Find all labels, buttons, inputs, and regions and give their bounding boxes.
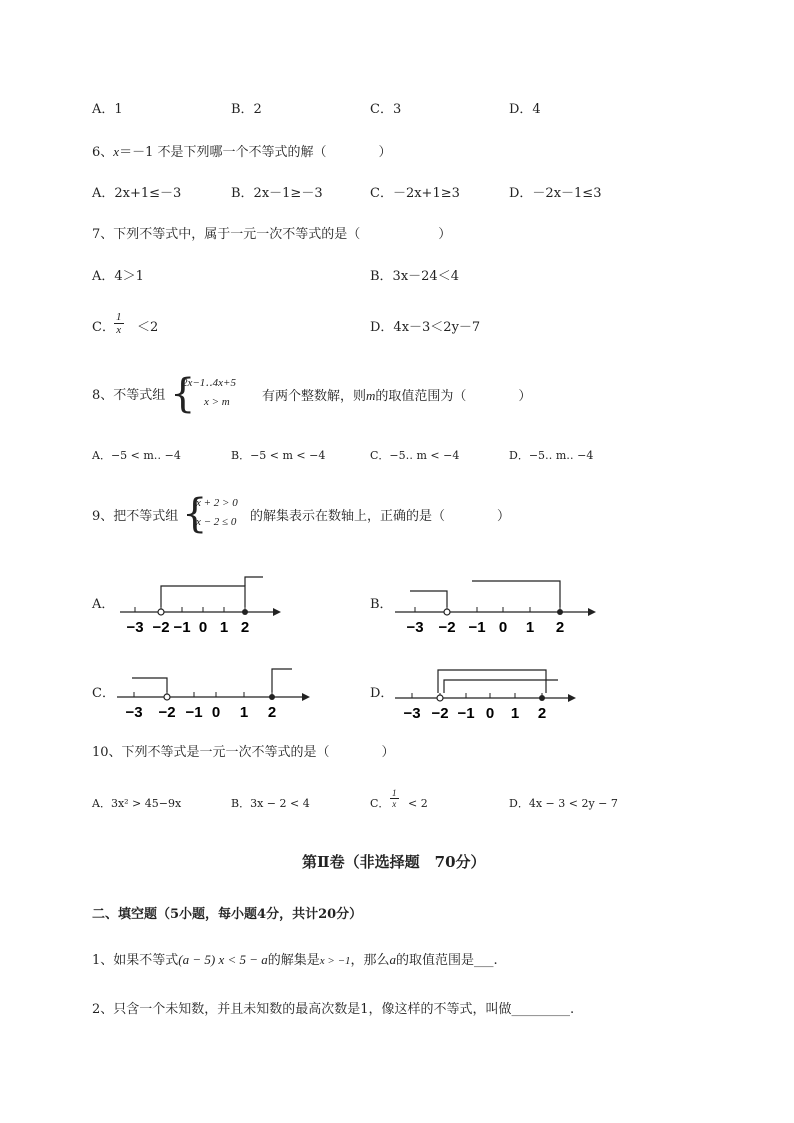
q9-stem-pre: 9、把不等式组 xyxy=(92,509,179,524)
tick-marks xyxy=(415,607,560,612)
outer-bracket xyxy=(438,670,546,693)
tick-label: 0 xyxy=(498,619,508,636)
q10-option-c-rest: < 2 xyxy=(408,797,428,810)
open-dot-icon xyxy=(437,695,443,701)
tick-label: 1 xyxy=(510,705,520,722)
q6-option-b: B．2x－1≥－3 xyxy=(231,186,323,201)
left-bracket xyxy=(410,591,447,607)
q10-option-b: B．3x − 2 < 4 xyxy=(231,797,310,810)
section-heading: 二、填空题（5小题，每小题4分，共计20分） xyxy=(92,907,363,922)
fraction-denominator: x xyxy=(116,324,122,336)
tick-label: 2 xyxy=(267,704,277,721)
q9-system-line2: x − 2 ≤ 0 xyxy=(196,516,237,528)
q8-option-b: B．−5 < m < −4 xyxy=(231,449,326,462)
q7-option-c-rest: ＜2 xyxy=(137,320,159,335)
tick-label: 1 xyxy=(525,619,535,636)
q6-option-d: D．－2x－1≤3 xyxy=(509,186,602,201)
tick-label: 1 xyxy=(219,619,229,636)
number-line-b xyxy=(390,570,600,636)
q8-system xyxy=(182,374,236,412)
number-line-c xyxy=(112,660,317,726)
q7-option-a: A．4＞1 xyxy=(92,269,144,284)
q8-option-a: A．−5 < m‥ −4 xyxy=(92,449,181,462)
closed-dot-icon xyxy=(557,609,563,615)
q5-option-d: D．4 xyxy=(509,102,541,117)
right-bracket xyxy=(272,669,292,692)
tick-label: −3 xyxy=(126,619,144,636)
q8-stem-post: 有两个整数解，则m的取值范围为（ ） xyxy=(262,388,532,404)
open-dot-icon xyxy=(164,694,170,700)
q5-option-b: B．2 xyxy=(231,102,262,117)
q9-stem-post: 的解集表示在数轴上，正确的是（ ） xyxy=(250,509,511,524)
tick-label: −2 xyxy=(158,704,176,721)
tick-label: 2 xyxy=(537,705,547,722)
q6-option-a: A．2x+1≤－3 xyxy=(92,186,182,201)
q10-option-d: D．4x − 3 < 2y − 7 xyxy=(509,797,618,810)
tick-label: 2 xyxy=(240,619,250,636)
tick-label: −3 xyxy=(403,705,421,722)
solution-bracket xyxy=(161,586,245,607)
tick-label: 0 xyxy=(211,704,221,721)
q9-option-a-label: A． xyxy=(92,597,115,612)
q7-option-c-label: C． xyxy=(92,320,115,335)
q5-option-a: A．1 xyxy=(92,102,123,117)
left-brace-icon: { xyxy=(170,371,196,417)
left-bracket xyxy=(132,678,167,692)
q8-option-d: D．−5‥ m‥ −4 xyxy=(509,449,594,462)
axis-arrow-icon xyxy=(273,608,281,616)
q10-stem: 10、下列不等式是一元一次不等式的是（ ） xyxy=(92,745,395,760)
q8-system-line2: x > m xyxy=(204,396,230,408)
axis-arrow-icon xyxy=(302,693,310,701)
q10-option-c-label: C． xyxy=(370,797,390,810)
tick-label: 0 xyxy=(198,619,208,636)
closed-dot-icon xyxy=(242,609,248,615)
q8-option-c: C．−5‥ m < −4 xyxy=(370,449,460,462)
open-dot-icon xyxy=(444,609,450,615)
tick-label: −2 xyxy=(152,619,170,636)
tick-label: −1 xyxy=(468,619,486,636)
number-line-a xyxy=(115,570,285,636)
tick-label: 1 xyxy=(239,704,249,721)
part-ii-title: 第Ⅱ卷（非选择题 70分） xyxy=(302,853,486,871)
q9-option-d-label: D． xyxy=(370,686,394,701)
q9-system xyxy=(196,494,238,532)
tick-label: −2 xyxy=(438,619,456,636)
fraction-denominator: x xyxy=(392,799,397,809)
tick-label: 0 xyxy=(485,705,495,722)
number-line-d xyxy=(390,660,590,726)
axis-arrow-icon xyxy=(568,694,576,702)
right-bracket xyxy=(472,581,560,607)
tick-label: −3 xyxy=(406,619,424,636)
tick-label: 2 xyxy=(555,619,565,636)
tick-label: −1 xyxy=(185,704,203,721)
q9-option-b-label: B． xyxy=(370,597,393,612)
extra-bracket xyxy=(245,577,263,586)
q9-option-c-label: C． xyxy=(92,686,115,701)
q9-system-line1: x + 2 > 0 xyxy=(196,497,238,509)
fill-question-1: 1、如果不等式(a − 5) x < 5 − a的解集是x > −1，那么a的取值范围是___. xyxy=(92,952,498,968)
tick-marks xyxy=(412,693,542,698)
q6-stem: 6、x＝－1 不是下列哪一个不等式的解（ ） xyxy=(92,144,392,160)
fraction-numerator: 1 xyxy=(116,311,122,323)
q6-option-c: C．－2x+1≥3 xyxy=(370,186,460,201)
axis-arrow-icon xyxy=(588,608,596,616)
fraction-numerator: 1 xyxy=(392,788,397,798)
tick-label: −1 xyxy=(457,705,475,722)
closed-dot-icon xyxy=(539,695,545,701)
inner-bracket xyxy=(444,680,558,693)
open-dot-icon xyxy=(158,609,164,615)
left-brace-icon: { xyxy=(182,491,208,537)
q7-stem: 7、下列不等式中，属于一元一次不等式的是（ ） xyxy=(92,227,452,242)
q7-option-b: B．3x－24＜4 xyxy=(370,269,459,284)
tick-marks xyxy=(134,692,272,697)
q8-stem-pre: 8、不等式组 xyxy=(92,388,166,403)
closed-dot-icon xyxy=(269,694,275,700)
q10-option-a: A．3x² > 45−9x xyxy=(92,797,182,810)
q7-option-d: D．4x－3＜2y－7 xyxy=(370,320,481,335)
q7-option-c-fraction xyxy=(114,311,124,336)
tick-label: −3 xyxy=(125,704,143,721)
q10-option-c-fraction xyxy=(390,788,399,809)
q8-system-line1: 2x−1‥4x+5 xyxy=(182,377,236,389)
q5-option-c: C．3 xyxy=(370,102,402,117)
tick-label: −2 xyxy=(431,705,449,722)
fill-question-2: 2、只含一个未知数，并且未知数的最高次数是1，像这样的不等式，叫做_________. xyxy=(92,1002,575,1017)
tick-marks xyxy=(135,607,245,612)
tick-label: −1 xyxy=(173,619,191,636)
